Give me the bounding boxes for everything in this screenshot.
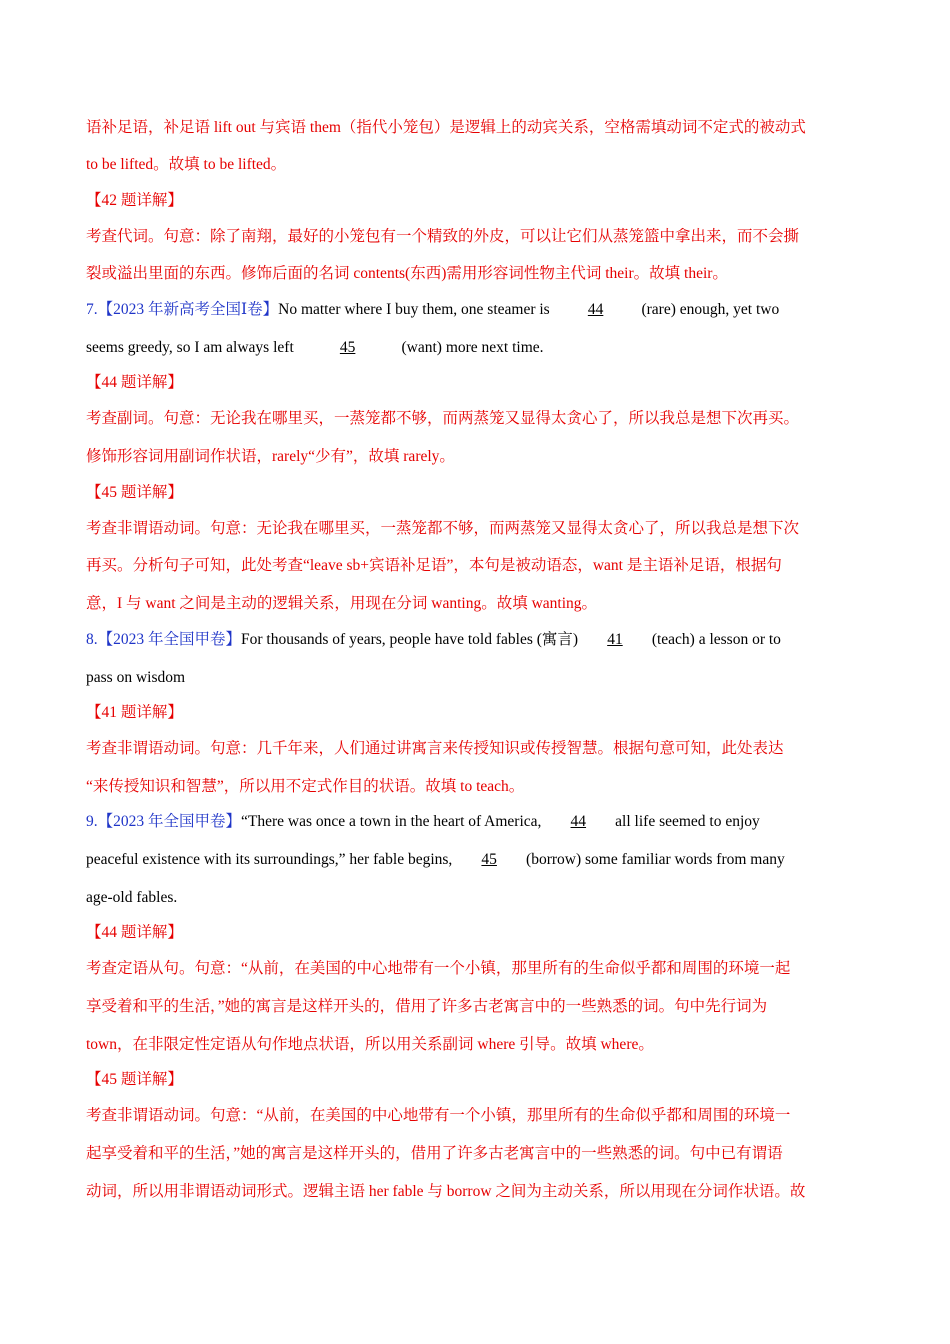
explanation-line: 考查非谓语动词。句意：无论我在哪里买，一蒸笼都不够，而两蒸笼又显得太贪心了，所以我总是想下次	[86, 520, 800, 537]
answer-blank: 44	[570, 813, 587, 830]
question-number: 7.	[86, 301, 98, 318]
explanation-line: “来传授知识和智慧”，所以用不定式作目的状语。故填 to teach。	[86, 778, 525, 795]
answer-blank: 45	[481, 851, 497, 868]
explanation-header: 【45 题详解】	[86, 484, 183, 501]
explanation-line: 考查定语从句。句意：“从前，在美国的中心地带有一个小镇，那里所有的生命似乎都和周围的环境一起	[86, 960, 791, 977]
question-number: 9.	[86, 813, 98, 830]
answer-blank: 41	[607, 631, 623, 648]
explanation-line: 考查副词。句意：无论我在哪里买，一蒸笼都不够，而两蒸笼又显得太贪心了，所以我总是想下次再买。	[86, 410, 800, 427]
question-number: 8.	[86, 631, 98, 648]
explanation-line: 起享受着和平的生活，”她的寓言是这样开头的，借用了许多古老寓言中的一些熟悉的词。句中已有谓语	[86, 1145, 783, 1162]
explanation-line: 修饰形容词用副词作状语，rarely“少有”，故填 rarely。	[86, 448, 455, 465]
explanation-line: 享受着和平的生活，”她的寓言是这样开头的，借用了许多古老寓言中的一些熟悉的词。句中先行词为	[86, 998, 768, 1015]
question-9-line-3: age-old fables.	[86, 889, 178, 906]
explanation-line: town，在非限定性定语从句作地点状语，所以用关系副词 where 引导。故填 where。	[86, 1036, 654, 1053]
explanation-line: 语补足语，补足语 lift out 与宾语 them（指代小笼包）是逻辑上的动宾关系，空格需填动词不定式的被动式	[86, 119, 806, 136]
question-9-line-1: 9.【2023 年全国甲卷】“There was once a town in the heart of America, 44 all life seemed to enjoy	[86, 813, 760, 830]
explanation-header: 【45 题详解】	[86, 1071, 183, 1088]
question-source: 【2023 年全国甲卷】	[97, 631, 242, 648]
explanation-header: 【41 题详解】	[86, 704, 183, 721]
explanation-line: 再买。分析句子可知，此处考查“leave sb+宾语补足语”，本句是被动语态，want 是主语补足语，根据句	[86, 557, 782, 574]
explanation-header: 【44 题详解】	[86, 924, 183, 941]
answer-blank: 44	[587, 301, 604, 318]
explanation-line: 动词，所以用非谓语动词形式。逻辑主语 her fable 与 borrow 之间为主动关系，所以用现在分词作状语。故	[86, 1183, 806, 1200]
explanation-line: 裂或溢出里面的东西。修饰后面的名词 contents(东西)需用形容词性物主代词 their。故填 their。	[86, 265, 728, 282]
explanation-line: 考查代词。句意：除了南翔，最好的小笼包有一个精致的外皮，可以让它们从蒸笼篮中拿出来，而不会撕	[86, 228, 800, 245]
explanation-header: 【44 题详解】	[86, 374, 183, 391]
question-7-line-2: seems greedy, so I am always left 45 (want) more next time.	[86, 339, 544, 356]
explanation-line: to be lifted。故填 to be lifted。	[86, 156, 287, 173]
question-7-line-1: 7.【2023 年新高考全国Ⅰ卷】No matter where I buy them, one steamer is 44 (rare) enough, yet two	[86, 301, 780, 318]
question-8-line-1: 8.【2023 年全国甲卷】For thousands of years, people have told fables (寓言) 41 (teach) a lesson or to	[86, 631, 781, 648]
answer-blank: 45	[339, 339, 356, 356]
explanation-line: 考查非谓语动词。句意：几千年来，人们通过讲寓言来传授知识或传授智慧。根据句意可知，此处表达	[86, 740, 784, 757]
explanation-line: 意，I 与 want 之间是主动的逻辑关系，用现在分词 wanting。故填 wanting。	[86, 595, 598, 612]
question-8-line-2: pass on wisdom	[86, 669, 186, 686]
question-source: 【2023 年新高考全国Ⅰ卷】	[97, 301, 279, 318]
question-source: 【2023 年全国甲卷】	[97, 813, 242, 830]
explanation-line: 考查非谓语动词。句意：“从前，在美国的中心地带有一个小镇，那里所有的生命似乎都和周围的环境一	[86, 1107, 791, 1124]
explanation-header: 【42 题详解】	[86, 192, 183, 209]
question-9-line-2: peaceful existence with its surroundings,” her fable begins, 45 (borrow) some familiar words from many	[86, 851, 785, 868]
